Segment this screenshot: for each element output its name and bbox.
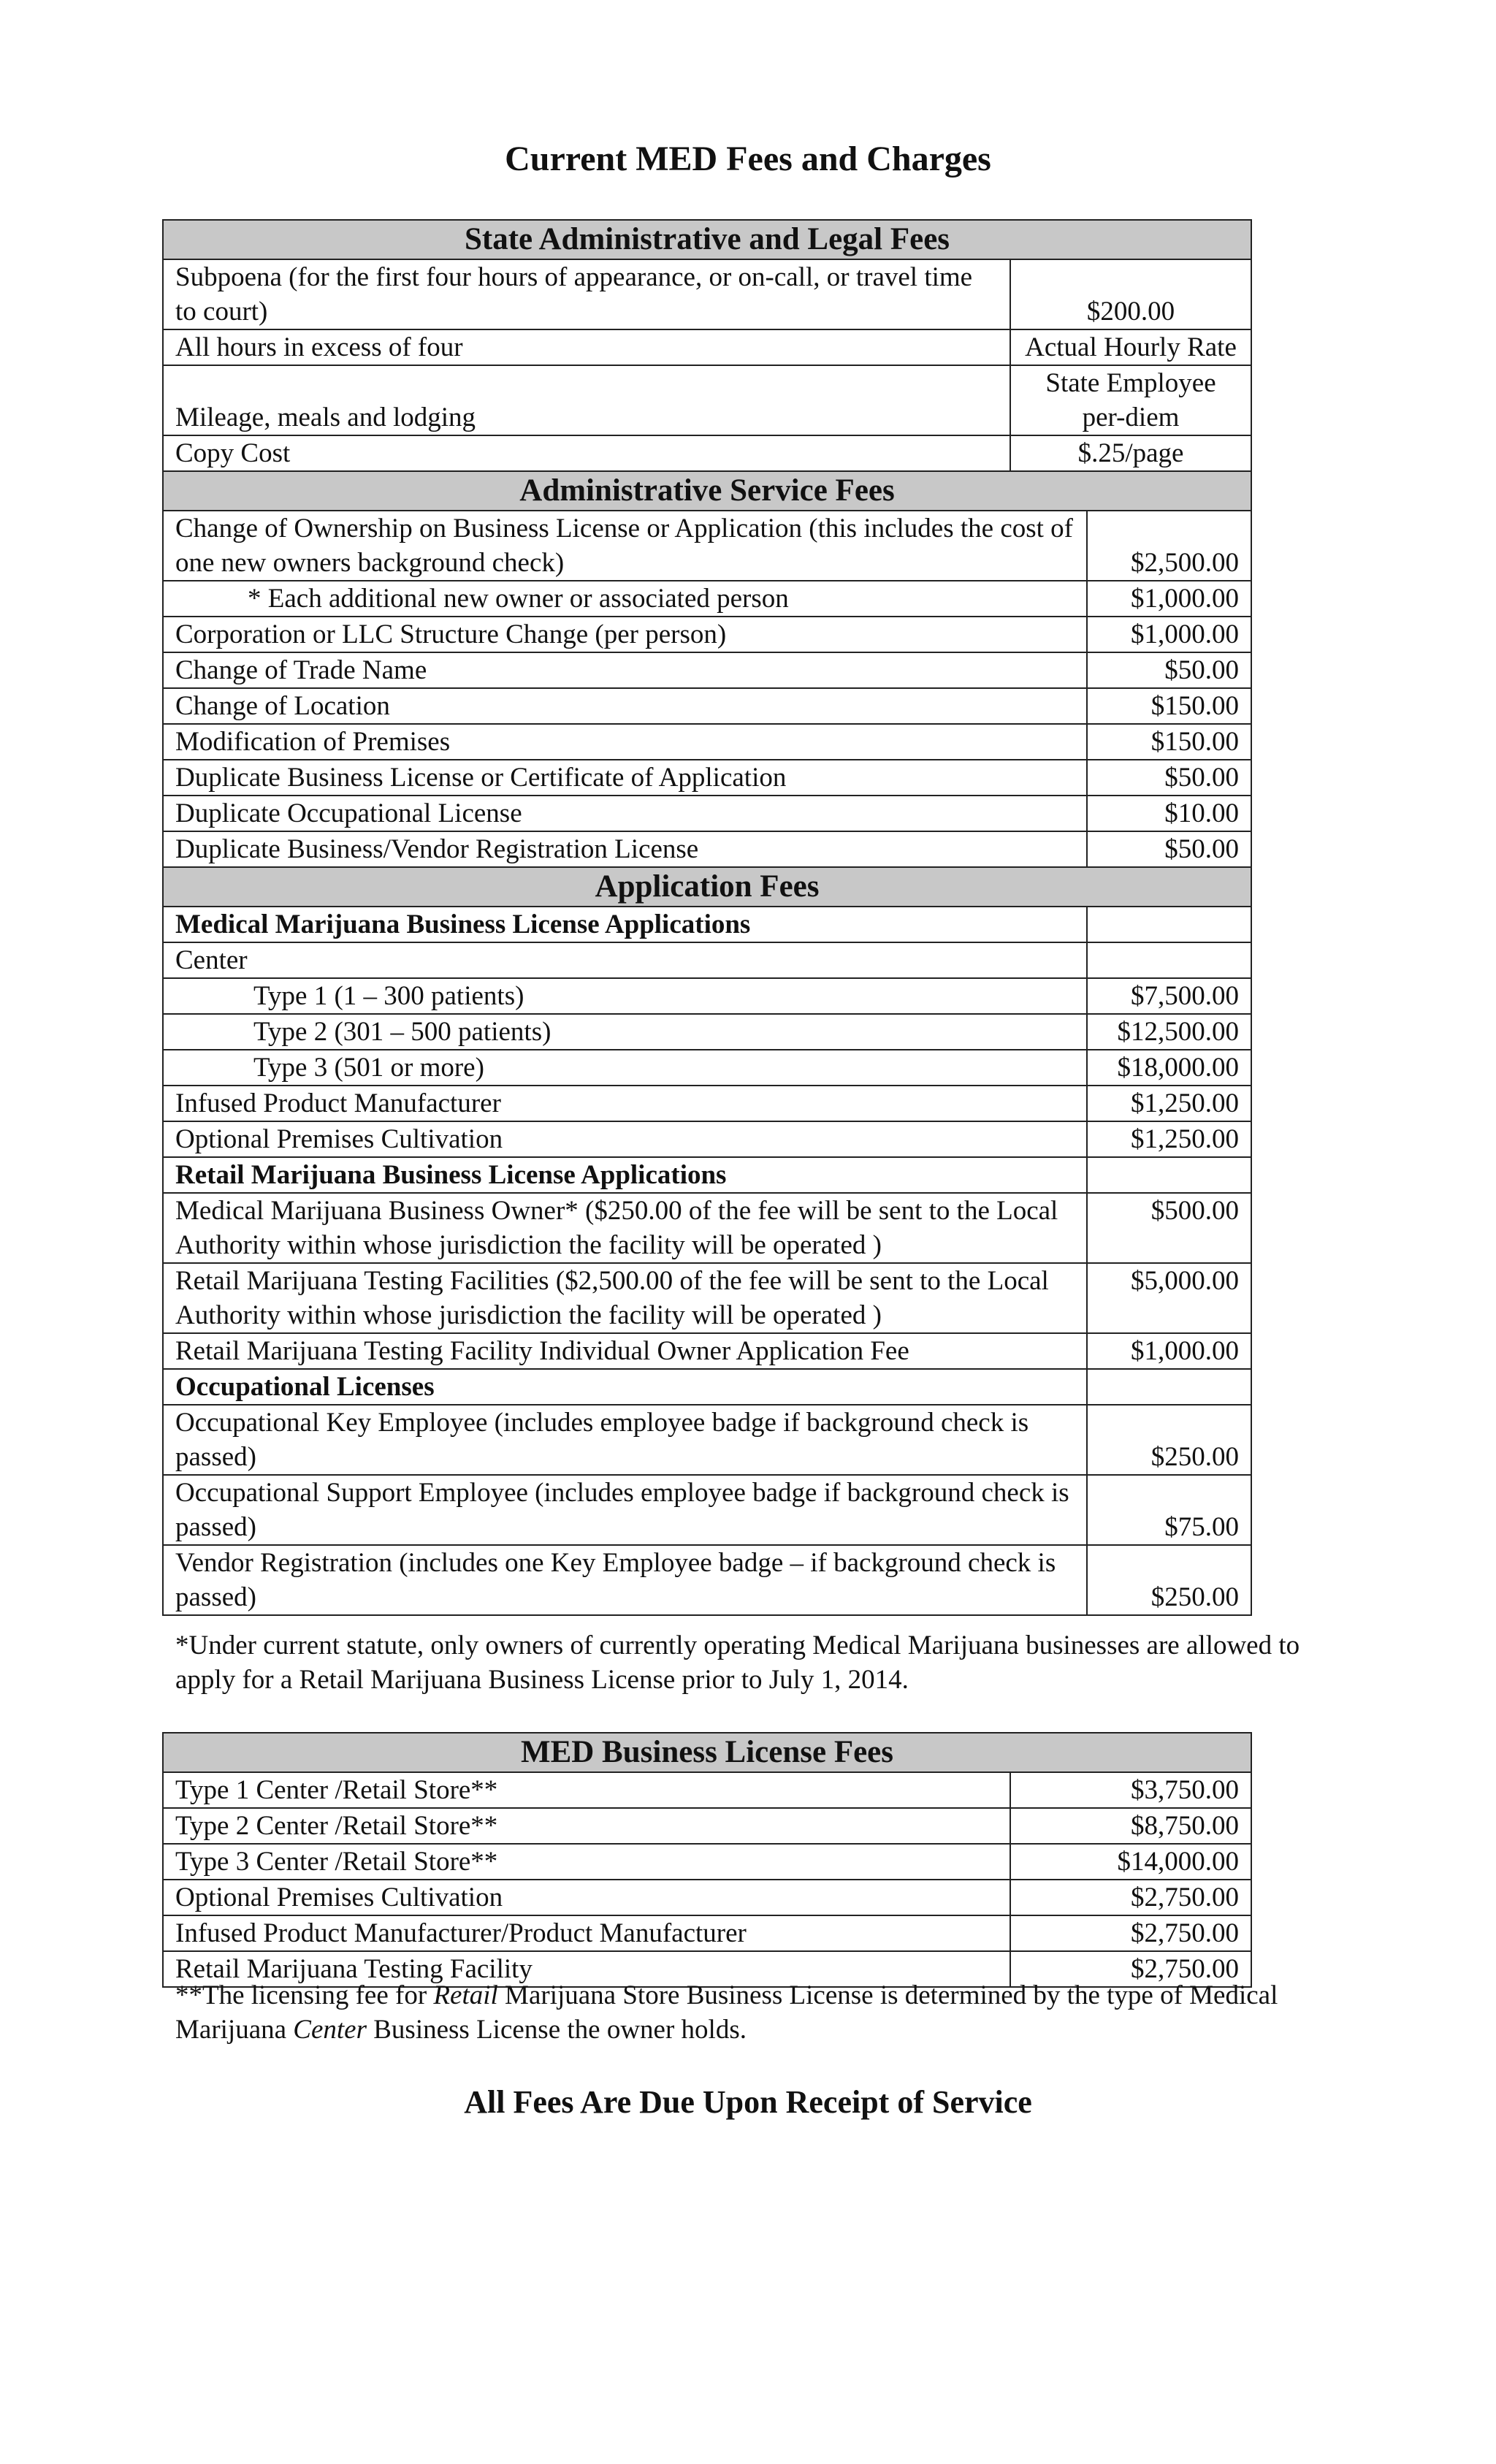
table-row: [163, 1475, 1251, 1545]
table-row: [163, 1915, 1251, 1951]
note-text: Marijuana Store Business License is determined by the type of Medical Marijuana: [175, 1980, 1278, 2045]
section-header-row: [163, 471, 1251, 511]
fee-description: Copy Cost: [163, 435, 1010, 471]
fee-description: Modification of Premises: [163, 724, 1087, 760]
fee-description: Subpoena (for the first four hours of appearance, or on-call, or travel time to court): [163, 259, 1010, 329]
table-row: [163, 1369, 1251, 1405]
fee-amount: [1087, 1369, 1251, 1405]
fee-description: Retail Marijuana Testing Facilities ($2,500.00 of the fee will be sent to the Local Authority within whose jurisdiction the facility will be operated ): [163, 1263, 1087, 1333]
table-row: [163, 907, 1251, 942]
fee-description: Infused Product Manufacturer/Product Manufacturer: [163, 1915, 1010, 1951]
table-row: [163, 365, 1251, 435]
table-row: [163, 435, 1251, 471]
fee-description: Type 1 Center /Retail Store**: [163, 1772, 1010, 1808]
subsection-heading: Medical Marijuana Business License Applications: [163, 907, 1087, 942]
table-row: [163, 760, 1251, 796]
fee-amount: $250.00: [1087, 1405, 1251, 1475]
table-row: [163, 1263, 1251, 1333]
table-row: [163, 1333, 1251, 1369]
fee-description: * Each additional new owner or associated person: [163, 581, 1087, 617]
note-text: **The licensing fee for: [175, 1980, 434, 2010]
table-row: [163, 1014, 1251, 1050]
section-header-admin-service: Administrative Service Fees: [163, 471, 1251, 511]
fee-amount: [1087, 942, 1251, 978]
table-row: [163, 329, 1251, 365]
table-row: [163, 1193, 1251, 1263]
section-header-row: [163, 867, 1251, 907]
fee-description: Change of Location: [163, 688, 1087, 724]
section-header-row: [163, 1733, 1251, 1772]
table-row: [163, 617, 1251, 652]
table-row: [163, 1405, 1251, 1475]
fee-amount: [1087, 1157, 1251, 1193]
fee-amount: $2,750.00: [1010, 1915, 1251, 1951]
fee-amount: $500.00: [1087, 1193, 1251, 1263]
table-row: [163, 1157, 1251, 1193]
fee-description: Change of Ownership on Business License or Application (this includes the cost of one new owners background check): [163, 511, 1087, 581]
fee-description: Medical Marijuana Business Owner* ($250.00 of the fee will be sent to the Local Authority within whose jurisdiction the facility will be operated ): [163, 1193, 1087, 1263]
table-row: [163, 1545, 1251, 1615]
table-row: [163, 688, 1251, 724]
fee-amount: $50.00: [1087, 760, 1251, 796]
section-header-row: [163, 220, 1251, 259]
fee-description: Duplicate Business/Vendor Registration License: [163, 831, 1087, 867]
fee-amount: $1,000.00: [1087, 1333, 1251, 1369]
fee-amount: $150.00: [1087, 688, 1251, 724]
fee-amount: Actual Hourly Rate: [1010, 329, 1251, 365]
fee-amount: $2,750.00: [1010, 1880, 1251, 1915]
fee-description: Optional Premises Cultivation: [163, 1121, 1087, 1157]
fee-amount: $12,500.00: [1087, 1014, 1251, 1050]
fee-amount: $50.00: [1087, 831, 1251, 867]
fee-description: All hours in excess of four: [163, 329, 1010, 365]
table-row: [163, 652, 1251, 688]
fee-description: Type 3 Center /Retail Store**: [163, 1844, 1010, 1880]
table-row: [163, 259, 1251, 329]
fee-amount: $150.00: [1087, 724, 1251, 760]
fee-amount: $7,500.00: [1087, 978, 1251, 1014]
table-row: [163, 796, 1251, 831]
fee-amount: $8,750.00: [1010, 1808, 1251, 1844]
fee-amount: $75.00: [1087, 1475, 1251, 1545]
fee-amount: $1,250.00: [1087, 1121, 1251, 1157]
page-title: Current MED Fees and Charges: [505, 140, 991, 178]
footnote-statute: *Under current statute, only owners of currently operating Medical Marijuana businesses are allowed to apply for a Retail Marijuana Business License prior to July 1, 2014.: [175, 1630, 1300, 1695]
table-row: [163, 1880, 1251, 1915]
fee-amount: $1,000.00: [1087, 581, 1251, 617]
fee-description: Retail Marijuana Testing Facility: [163, 1951, 1010, 1987]
note-emphasis: Center: [293, 2015, 367, 2045]
table-row: [163, 831, 1251, 867]
fee-amount: $1,000.00: [1087, 617, 1251, 652]
fee-description: Duplicate Business License or Certificate of Application: [163, 760, 1087, 796]
fee-amount: $3,750.00: [1010, 1772, 1251, 1808]
fee-description: Retail Marijuana Testing Facility Individual Owner Application Fee: [163, 1333, 1087, 1369]
section-header-business-license: MED Business License Fees: [163, 1733, 1251, 1772]
table-row: [163, 1121, 1251, 1157]
category-label: Center: [163, 942, 1087, 978]
fee-amount: $14,000.00: [1010, 1844, 1251, 1880]
note-emphasis: Retail: [433, 1980, 498, 2010]
table-row: [163, 511, 1251, 581]
fee-description: Type 1 (1 – 300 patients): [163, 978, 1087, 1014]
table-row: [163, 724, 1251, 760]
business-license-table: [162, 1732, 1252, 1988]
table-row: [163, 978, 1251, 1014]
table-row: [163, 581, 1251, 617]
fee-amount: $200.00: [1010, 259, 1251, 329]
table-row: [163, 1050, 1251, 1086]
table-row: [163, 1808, 1251, 1844]
subsection-heading: Occupational Licenses: [163, 1369, 1087, 1405]
fee-amount: $5,000.00: [1087, 1263, 1251, 1333]
fee-amount: $2,750.00: [1010, 1951, 1251, 1987]
table-row: [163, 1086, 1251, 1121]
fees-table: [162, 219, 1252, 511]
fee-description: Type 2 Center /Retail Store**: [163, 1808, 1010, 1844]
fee-amount: State Employee per-diem: [1010, 365, 1251, 435]
fee-amount: $2,500.00: [1087, 511, 1251, 581]
fee-description: Optional Premises Cultivation: [163, 1880, 1010, 1915]
fee-description: Change of Trade Name: [163, 652, 1087, 688]
fee-description: Infused Product Manufacturer: [163, 1086, 1087, 1121]
fee-description: Corporation or LLC Structure Change (per person): [163, 617, 1087, 652]
footnote-licensing: [175, 1978, 1315, 2047]
section-header-application: Application Fees: [163, 867, 1251, 907]
fee-description: Duplicate Occupational License: [163, 796, 1087, 831]
fee-description: Occupational Support Employee (includes employee badge if background check is passed): [163, 1475, 1087, 1545]
fee-amount: $50.00: [1087, 652, 1251, 688]
fee-description: Mileage, meals and lodging: [163, 365, 1010, 435]
fee-amount: $18,000.00: [1087, 1050, 1251, 1086]
fee-amount: $.25/page: [1010, 435, 1251, 471]
section-header-state-admin: State Administrative and Legal Fees: [163, 220, 1251, 259]
fee-amount: $250.00: [1087, 1545, 1251, 1615]
note-text: Business License the owner holds.: [367, 2015, 747, 2045]
fee-amount: [1087, 907, 1251, 942]
fee-amount: $1,250.00: [1087, 1086, 1251, 1121]
fee-description: Vendor Registration (includes one Key Employee badge – if background check is passed): [163, 1545, 1087, 1615]
table-row: [163, 1844, 1251, 1880]
subsection-heading: Retail Marijuana Business License Applications: [163, 1157, 1087, 1193]
fee-description: Occupational Key Employee (includes employee badge if background check is passed): [163, 1405, 1087, 1475]
fee-description: Type 2 (301 – 500 patients): [163, 1014, 1087, 1050]
fees-table-continued: [162, 510, 1252, 1616]
table-row: [163, 942, 1251, 978]
table-row: [163, 1772, 1251, 1808]
fee-description: Type 3 (501 or more): [163, 1050, 1087, 1086]
fee-amount: $10.00: [1087, 796, 1251, 831]
closing-statement: All Fees Are Due Upon Receipt of Service: [464, 2084, 1032, 2120]
